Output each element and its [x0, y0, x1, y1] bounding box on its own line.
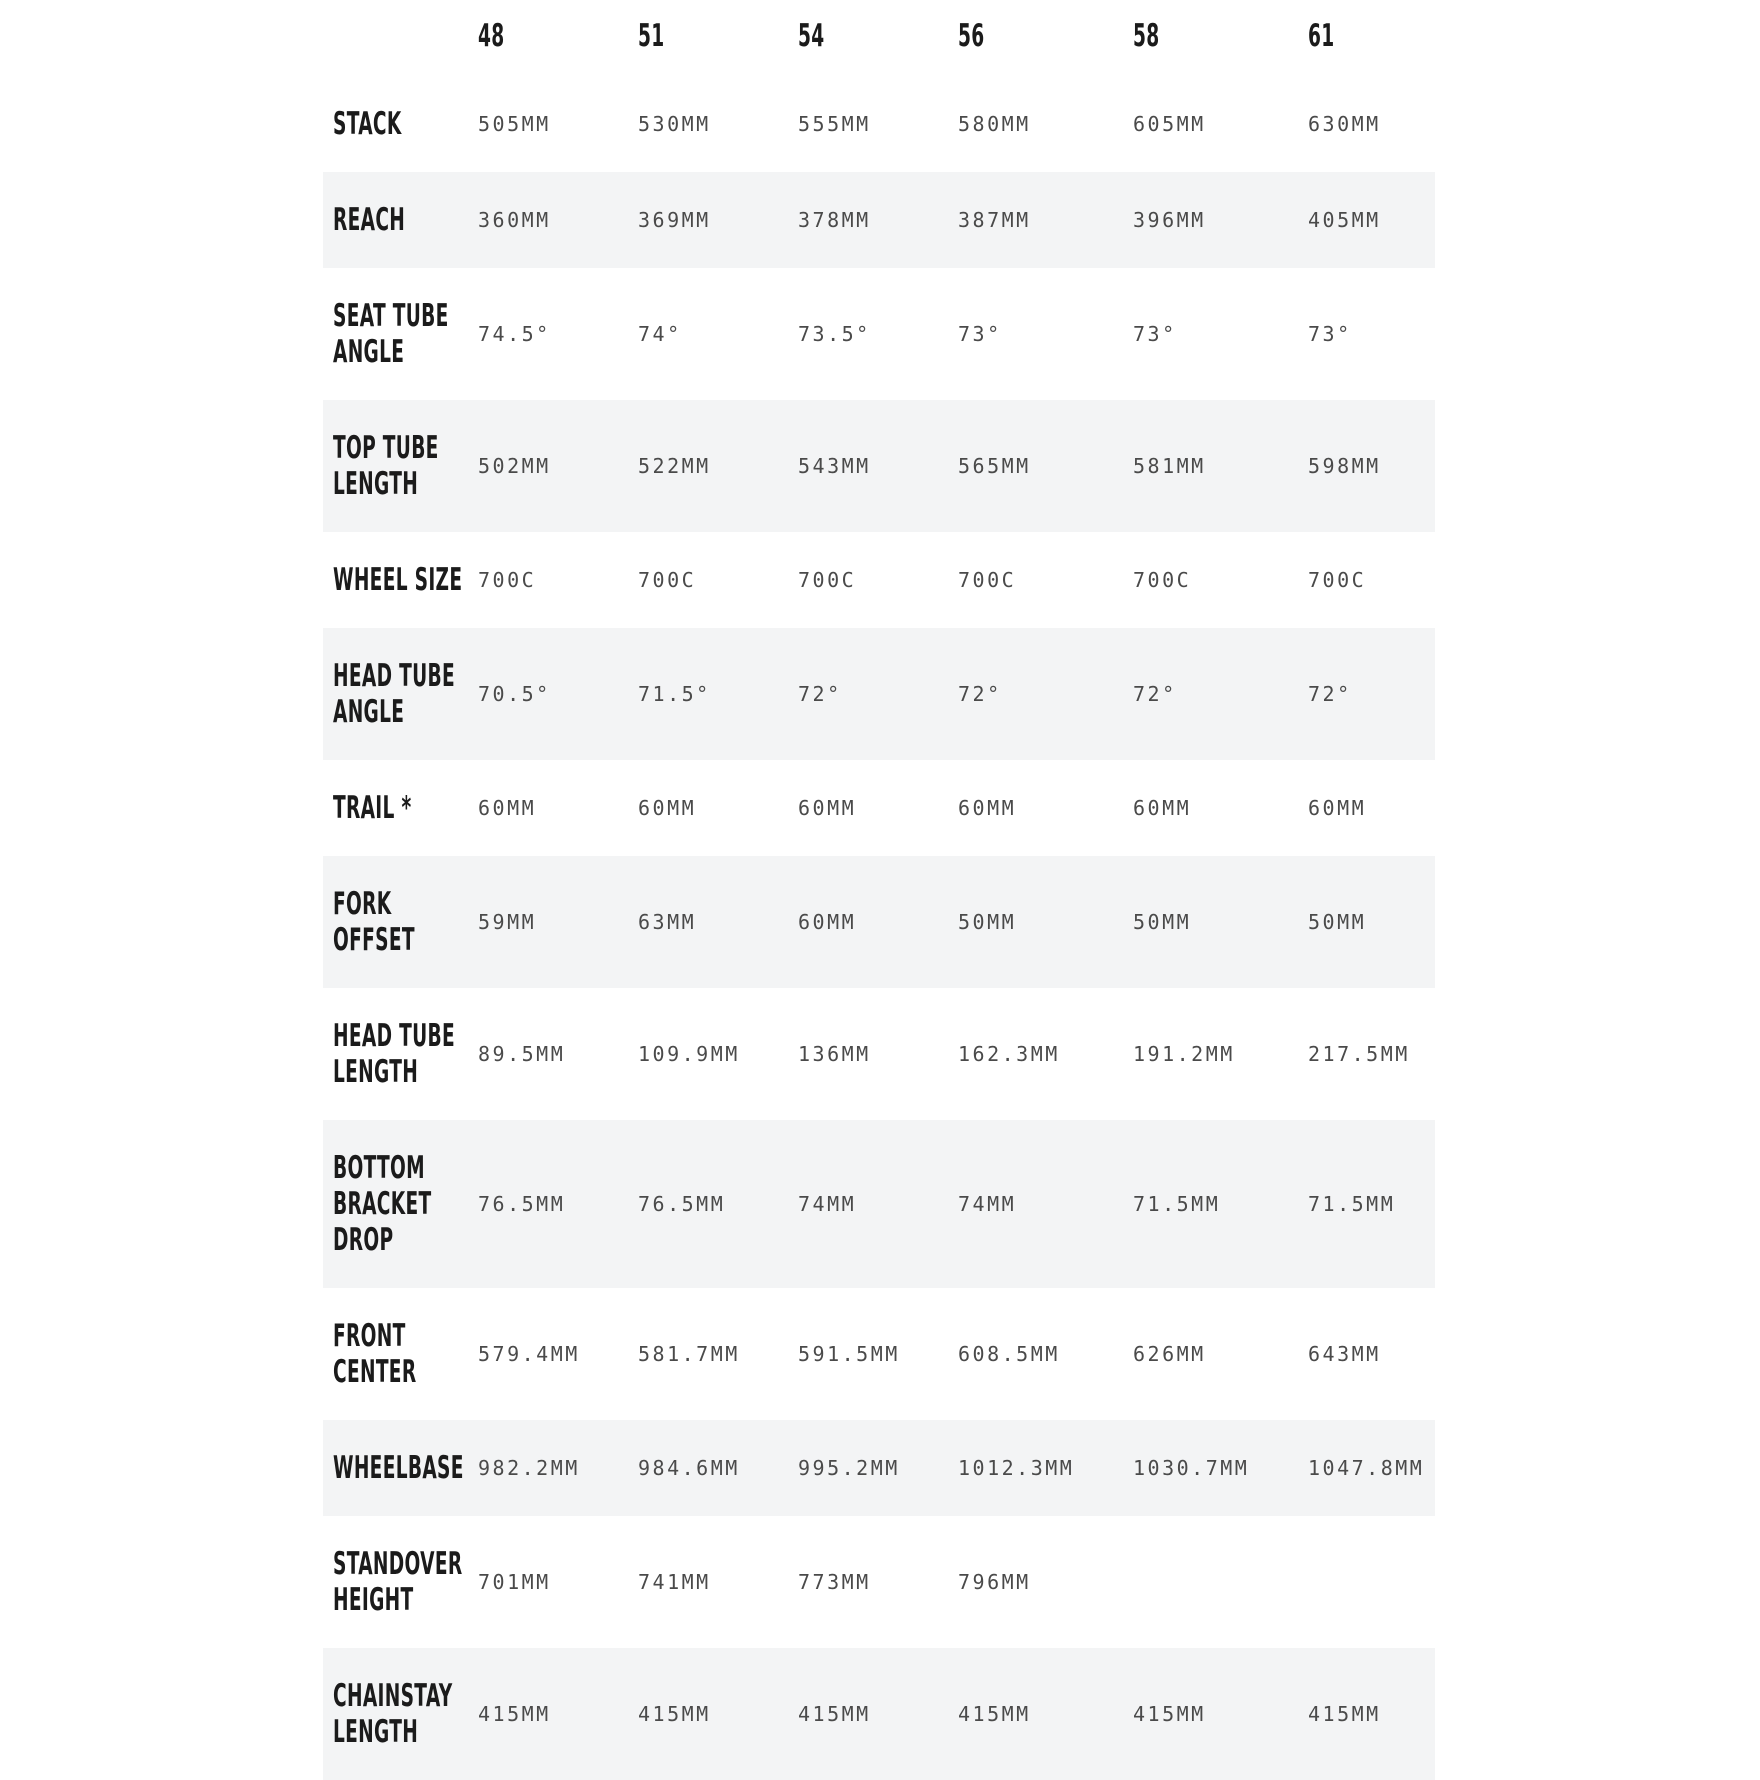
value-cell-size-48: 982.2MM: [478, 1456, 580, 1480]
value-cell-size-56: 700C: [958, 568, 1017, 592]
value-cell-size-61: 630MM: [1308, 112, 1381, 136]
value-cell-size-54: 136MM: [798, 1042, 871, 1066]
row-label: [333, 886, 483, 958]
value-cell-size-48: 60MM: [478, 796, 537, 820]
value-cell-size-56: 415MM: [958, 1702, 1031, 1726]
value-cell-size-51: 60MM: [638, 796, 697, 820]
value-cell-size-56: 162.3MM: [958, 1042, 1060, 1066]
value-cell-size-48: 360MM: [478, 208, 551, 232]
row-label: [333, 1546, 483, 1618]
value-cell-size-56: 73°: [958, 322, 1002, 346]
value-cell-size-56: 608.5MM: [958, 1342, 1060, 1366]
row-label-line: WHEELBASE: [333, 1450, 464, 1486]
value-cell-size-56: 387MM: [958, 208, 1031, 232]
value-cell-size-61: 643MM: [1308, 1342, 1381, 1366]
table-row: [323, 1288, 1435, 1420]
value-cell-size-51: 76.5MM: [638, 1192, 726, 1216]
size-header-58: 58: [1133, 18, 1160, 54]
value-cell-size-48: 70.5°: [478, 682, 551, 706]
geometry-rows: [323, 76, 1435, 1780]
value-cell-size-51: 741MM: [638, 1570, 711, 1594]
row-label-line: OFFSET: [333, 922, 415, 958]
value-cell-size-56: 72°: [958, 682, 1002, 706]
row-label: [333, 658, 483, 730]
table-row: [323, 1648, 1435, 1780]
value-cell-size-58: 72°: [1133, 682, 1177, 706]
value-cell-size-61: 217.5MM: [1308, 1042, 1410, 1066]
value-cell-size-58: 1030.7MM: [1133, 1456, 1250, 1480]
row-label: [333, 106, 483, 142]
value-cell-size-56: 74MM: [958, 1192, 1017, 1216]
row-label: [333, 1318, 483, 1390]
value-cell-size-48: 59MM: [478, 910, 537, 934]
value-cell-size-51: 700C: [638, 568, 697, 592]
value-cell-size-51: 369MM: [638, 208, 711, 232]
size-header-54: 54: [798, 18, 825, 54]
value-cell-size-58: 415MM: [1133, 1702, 1206, 1726]
row-label: [333, 1678, 483, 1750]
table-row: [323, 628, 1435, 760]
value-cell-size-48: 415MM: [478, 1702, 551, 1726]
value-cell-size-51: 109.9MM: [638, 1042, 740, 1066]
value-cell-size-61: 72°: [1308, 682, 1352, 706]
value-cell-size-56: 1012.3MM: [958, 1456, 1075, 1480]
value-cell-size-54: 700C: [798, 568, 857, 592]
table-row: [323, 172, 1435, 268]
row-label-line: CENTER: [333, 1354, 417, 1390]
value-cell-size-54: 773MM: [798, 1570, 871, 1594]
value-cell-size-58: 71.5MM: [1133, 1192, 1221, 1216]
row-label-line: STACK: [333, 106, 402, 142]
row-label-line: TRAIL *: [333, 790, 412, 826]
value-cell-size-51: 71.5°: [638, 682, 711, 706]
value-cell-size-48: 89.5MM: [478, 1042, 566, 1066]
size-header-row: [323, 0, 1435, 76]
value-cell-size-54: 378MM: [798, 208, 871, 232]
value-cell-size-48: 76.5MM: [478, 1192, 566, 1216]
row-label: [333, 562, 483, 598]
row-label-line: LENGTH: [333, 1054, 419, 1090]
value-cell-size-61: 71.5MM: [1308, 1192, 1396, 1216]
table-row: [323, 400, 1435, 532]
row-label-line: FORK: [333, 886, 392, 922]
value-cell-size-54: 60MM: [798, 910, 857, 934]
row-label-line: TOP TUBE: [333, 430, 439, 466]
value-cell-size-54: 543MM: [798, 454, 871, 478]
table-row: [323, 760, 1435, 856]
value-cell-size-48: 700C: [478, 568, 537, 592]
row-label-line: ANGLE: [333, 694, 405, 730]
value-cell-size-51: 984.6MM: [638, 1456, 740, 1480]
row-label-line: LENGTH: [333, 466, 419, 502]
size-header-61: 61: [1308, 18, 1335, 54]
row-label: [333, 430, 483, 502]
value-cell-size-56: 565MM: [958, 454, 1031, 478]
table-row: [323, 76, 1435, 172]
table-row: [323, 856, 1435, 988]
value-cell-size-61: 60MM: [1308, 796, 1367, 820]
value-cell-size-48: 74.5°: [478, 322, 551, 346]
row-label-line: STANDOVER: [333, 1546, 463, 1582]
value-cell-size-51: 63MM: [638, 910, 697, 934]
value-cell-size-58: 60MM: [1133, 796, 1192, 820]
table-row: [323, 268, 1435, 400]
row-label: [333, 1150, 483, 1258]
value-cell-size-61: 598MM: [1308, 454, 1381, 478]
value-cell-size-56: 580MM: [958, 112, 1031, 136]
row-label-line: FRONT: [333, 1318, 406, 1354]
row-label: [333, 298, 483, 370]
value-cell-size-54: 995.2MM: [798, 1456, 900, 1480]
row-label: [333, 202, 483, 238]
value-cell-size-48: 505MM: [478, 112, 551, 136]
value-cell-size-54: 555MM: [798, 112, 871, 136]
value-cell-size-51: 530MM: [638, 112, 711, 136]
row-label: [333, 790, 483, 826]
value-cell-size-58: 50MM: [1133, 910, 1192, 934]
row-label-line: HEAD TUBE: [333, 1018, 455, 1054]
value-cell-size-56: 796MM: [958, 1570, 1031, 1594]
row-label-line: SEAT TUBE: [333, 298, 449, 334]
row-label-line: DROP: [333, 1222, 394, 1258]
row-label: [333, 1018, 483, 1090]
value-cell-size-58: 605MM: [1133, 112, 1206, 136]
value-cell-size-61: 405MM: [1308, 208, 1381, 232]
value-cell-size-54: 60MM: [798, 796, 857, 820]
value-cell-size-61: 1047.8MM: [1308, 1456, 1425, 1480]
row-label-line: LENGTH: [333, 1714, 419, 1750]
value-cell-size-51: 522MM: [638, 454, 711, 478]
value-cell-size-61: 415MM: [1308, 1702, 1381, 1726]
table-row: [323, 1516, 1435, 1648]
geometry-table: [323, 0, 1435, 1780]
table-row: [323, 1120, 1435, 1288]
row-label-line: REACH: [333, 202, 406, 238]
value-cell-size-61: 700C: [1308, 568, 1367, 592]
value-cell-size-56: 60MM: [958, 796, 1017, 820]
value-cell-size-51: 74°: [638, 322, 682, 346]
row-label-line: WHEEL SIZE: [333, 562, 463, 598]
value-cell-size-54: 72°: [798, 682, 842, 706]
row-label-line: CHAINSTAY: [333, 1678, 453, 1714]
value-cell-size-54: 74MM: [798, 1192, 857, 1216]
value-cell-size-58: 581MM: [1133, 454, 1206, 478]
row-label-line: HEAD TUBE: [333, 658, 455, 694]
value-cell-size-48: 701MM: [478, 1570, 551, 1594]
value-cell-size-58: 191.2MM: [1133, 1042, 1235, 1066]
size-header-51: 51: [638, 18, 665, 54]
value-cell-size-61: 73°: [1308, 322, 1352, 346]
row-label-line: HEIGHT: [333, 1582, 414, 1618]
table-row: [323, 988, 1435, 1120]
value-cell-size-48: 579.4MM: [478, 1342, 580, 1366]
value-cell-size-58: 73°: [1133, 322, 1177, 346]
value-cell-size-56: 50MM: [958, 910, 1017, 934]
table-row: [323, 1420, 1435, 1516]
value-cell-size-58: 700C: [1133, 568, 1192, 592]
row-label-line: ANGLE: [333, 334, 405, 370]
size-header-48: 48: [478, 18, 505, 54]
row-label-line: BRACKET: [333, 1186, 432, 1222]
value-cell-size-58: 626MM: [1133, 1342, 1206, 1366]
row-label: [333, 1450, 483, 1486]
value-cell-size-48: 502MM: [478, 454, 551, 478]
size-header-56: 56: [958, 18, 985, 54]
table-row: [323, 532, 1435, 628]
value-cell-size-54: 591.5MM: [798, 1342, 900, 1366]
value-cell-size-54: 415MM: [798, 1702, 871, 1726]
value-cell-size-54: 73.5°: [798, 322, 871, 346]
row-label-line: BOTTOM: [333, 1150, 425, 1186]
value-cell-size-58: 396MM: [1133, 208, 1206, 232]
value-cell-size-61: 50MM: [1308, 910, 1367, 934]
value-cell-size-51: 415MM: [638, 1702, 711, 1726]
value-cell-size-51: 581.7MM: [638, 1342, 740, 1366]
